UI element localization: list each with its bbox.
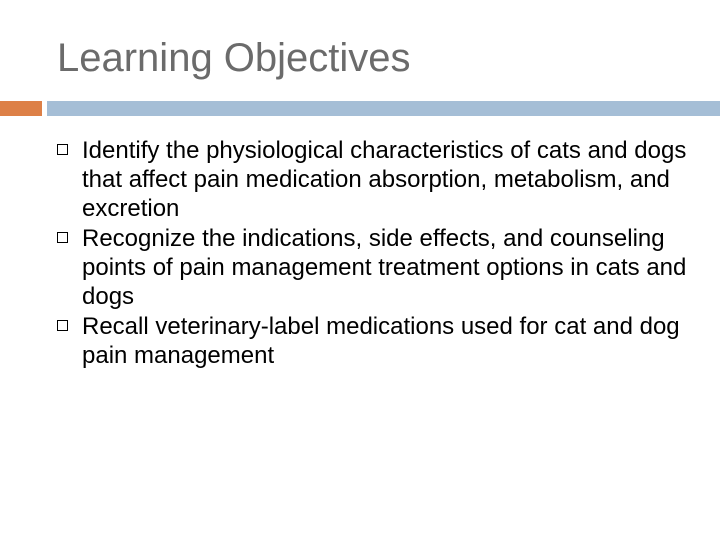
square-bullet-icon [57,320,68,331]
list-item [57,136,697,223]
list-item [57,224,697,311]
objectives-list [57,136,697,371]
accent-bar-orange [0,101,42,116]
bullet-text: Identify the physiological characteristics of cats and dogs that affect pain medication absorption, metabolism, and excretion [82,137,687,222]
bullet-text: Recognize the indications, side effects, and counseling points of pain management treatment options in cats and dogs [82,225,687,310]
square-bullet-icon [57,232,68,243]
accent-bar-blue [47,101,720,116]
bullet-text: Recall veterinary-label medications used for cat and dog pain management [82,313,680,369]
slide-title: Learning Objectives [57,36,411,80]
square-bullet-icon [57,144,68,155]
list-item [57,312,697,370]
